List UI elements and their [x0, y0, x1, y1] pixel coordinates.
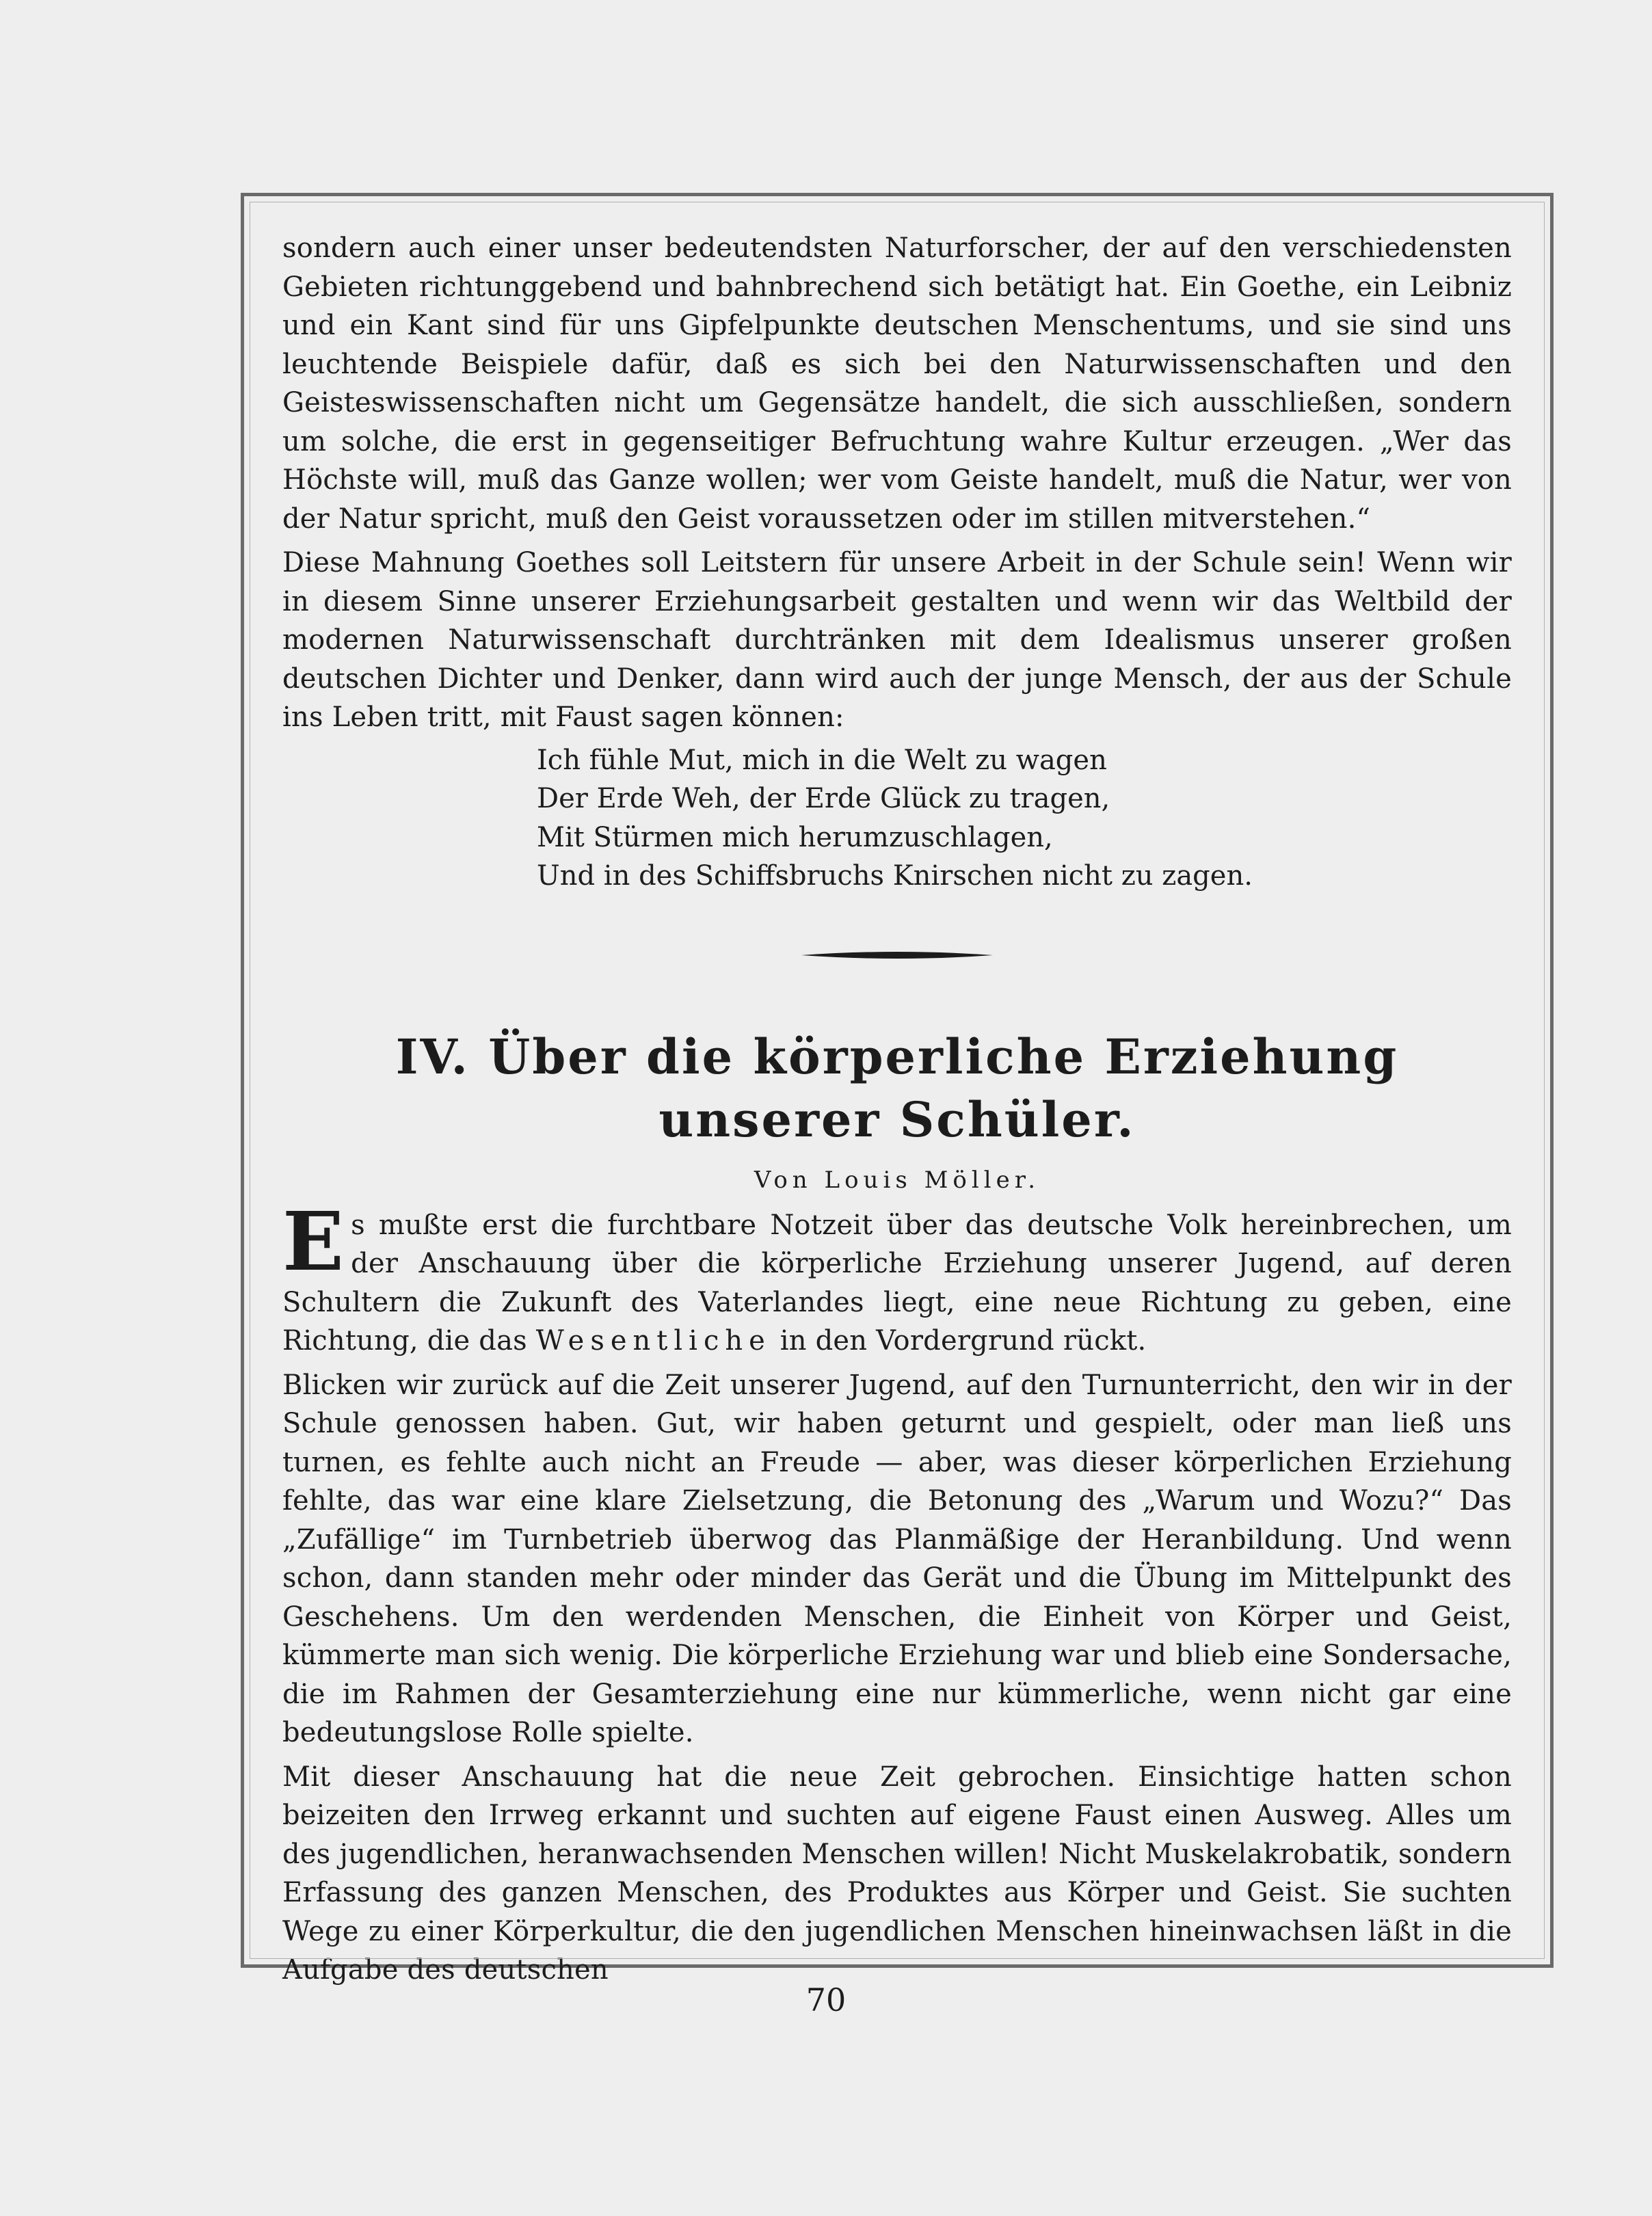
drop-cap: E — [282, 1193, 345, 1289]
heading-line-2: unserer Schüler. — [658, 1091, 1136, 1148]
poem-line: Und in des Schiffsbruchs Knirschen nicht zu zagen. — [537, 860, 1253, 892]
author-byline: Von Louis Möller. — [754, 1166, 1041, 1194]
paragraph-intro: sondern auch einer unser bedeutendsten Naturforscher, der auf den verschiedensten Gebieten richtunggebend und bahnbrechend sich betätigt hat. Ein Goethe, ein Leibniz und ein Kant sind für uns Gipfelpunkte deutschen Menschentums, und sie sind uns leuchtende Beispiele dafür, daß es sich bei den Naturwissenschaften und den Geisteswissenschaften nicht um Gegensätze handelt, die sich ausschließen, sondern um solche, die erst in gegenseitiger Befruchtung wahre Kultur erzeugen. „Wer das Höchste will, muß das Ganze wollen; wer vom Geiste handelt, muß die Natur, wer von der Natur spricht, muß den Geist voraussetzen oder im stillen mitverstehen.“ — [282, 232, 1512, 535]
section-heading — [282, 1026, 1512, 1151]
heading-line-1: IV. Über die körperliche Erziehung — [395, 1028, 1399, 1085]
paragraph-goethe-admonition: Diese Mahnung Goethes soll Leitstern für unsere Arbeit in der Schule sein! Wenn wir in diesem Sinne unserer Erziehungsarbeit gestalten und wenn wir das Weltbild der modernen Naturwissenschaft durchtränken mit dem Idealismus unserer großen deutschen Dichter und Denker, dann wird auch der junge Mensch, der aus der Schule ins Leben tritt, mit Faust sagen können: — [282, 547, 1512, 733]
poem-line: Der Erde Weh, der Erde Glück zu tragen, — [537, 783, 1110, 814]
paragraph-looking-back: Blicken wir zurück auf die Zeit unserer Jugend, auf den Turnunterricht, den wir in der Schule genossen haben. Gut, wir haben geturnt und gespielt, oder man ließ uns turnen, es fehlte auch nicht an Freude — aber, was dieser körperlichen Erziehung fehlte, das war eine klare Zielsetzung, die Betonung des „Warum und Wozu?“ Das „Zufällige“ im Turnbetrieb überwog das Planmäßige der Heranbildung. Und wenn schon, dann standen mehr oder minder das Gerät und die Übung im Mittelpunkt des Geschehens. Um den werdenden Menschen, die Einheit von Körper und Geist, kümmerte man sich wenig. Die körperliche Erziehung war und blieb eine Sondersache, die im Rahmen der Gesamterziehung eine nur kümmerliche, wenn nicht gar eine bedeutungslose Rolle spielte. — [282, 1369, 1512, 1748]
emphasized-word: Wesentliche — [535, 1325, 771, 1357]
poem-line: Mit Stürmen mich herumzuschlagen, — [537, 821, 1053, 853]
text-frame — [241, 193, 1554, 1986]
paragraph-new-era: Mit dieser Anschauung hat die neue Zeit gebrochen. Einsichtige hatten schon beizeiten den Irrweg erkannt und suchten auf eigene Faust einen Ausweg. Alles um des jugendlichen, heranwachsenden Menschen willen! Nicht Muskelakrobatik, sondern Erfassung des ganzen Menschen, des Produktes aus Körper und Geist. Sie suchten Wege zu einer Körperkultur, die den jugendlichen Menschen hineinwachsen läßt in die Aufgabe des deutschen — [282, 1761, 1512, 1986]
poem-line: Ich fühle Mut, mich in die Welt zu wagen — [537, 744, 1107, 776]
faust-quote — [537, 741, 1512, 896]
page-number: 70 — [805, 1981, 847, 2018]
section-divider-ornament — [801, 950, 993, 960]
opening-text-end: in den Vordergrund rückt. — [771, 1325, 1147, 1357]
opening-text: s mußte erst die furchtbare Notzeit über das deutsche Volk hereinbrechen, um der Anschauung über die körperliche Erziehung unserer Jugend, auf deren Schultern die Zukunft des Vaterlandes liegt, eine neue Richtung zu geben, eine Richtung, die das — [282, 1209, 1512, 1357]
paragraph-opening — [282, 1193, 1512, 1361]
